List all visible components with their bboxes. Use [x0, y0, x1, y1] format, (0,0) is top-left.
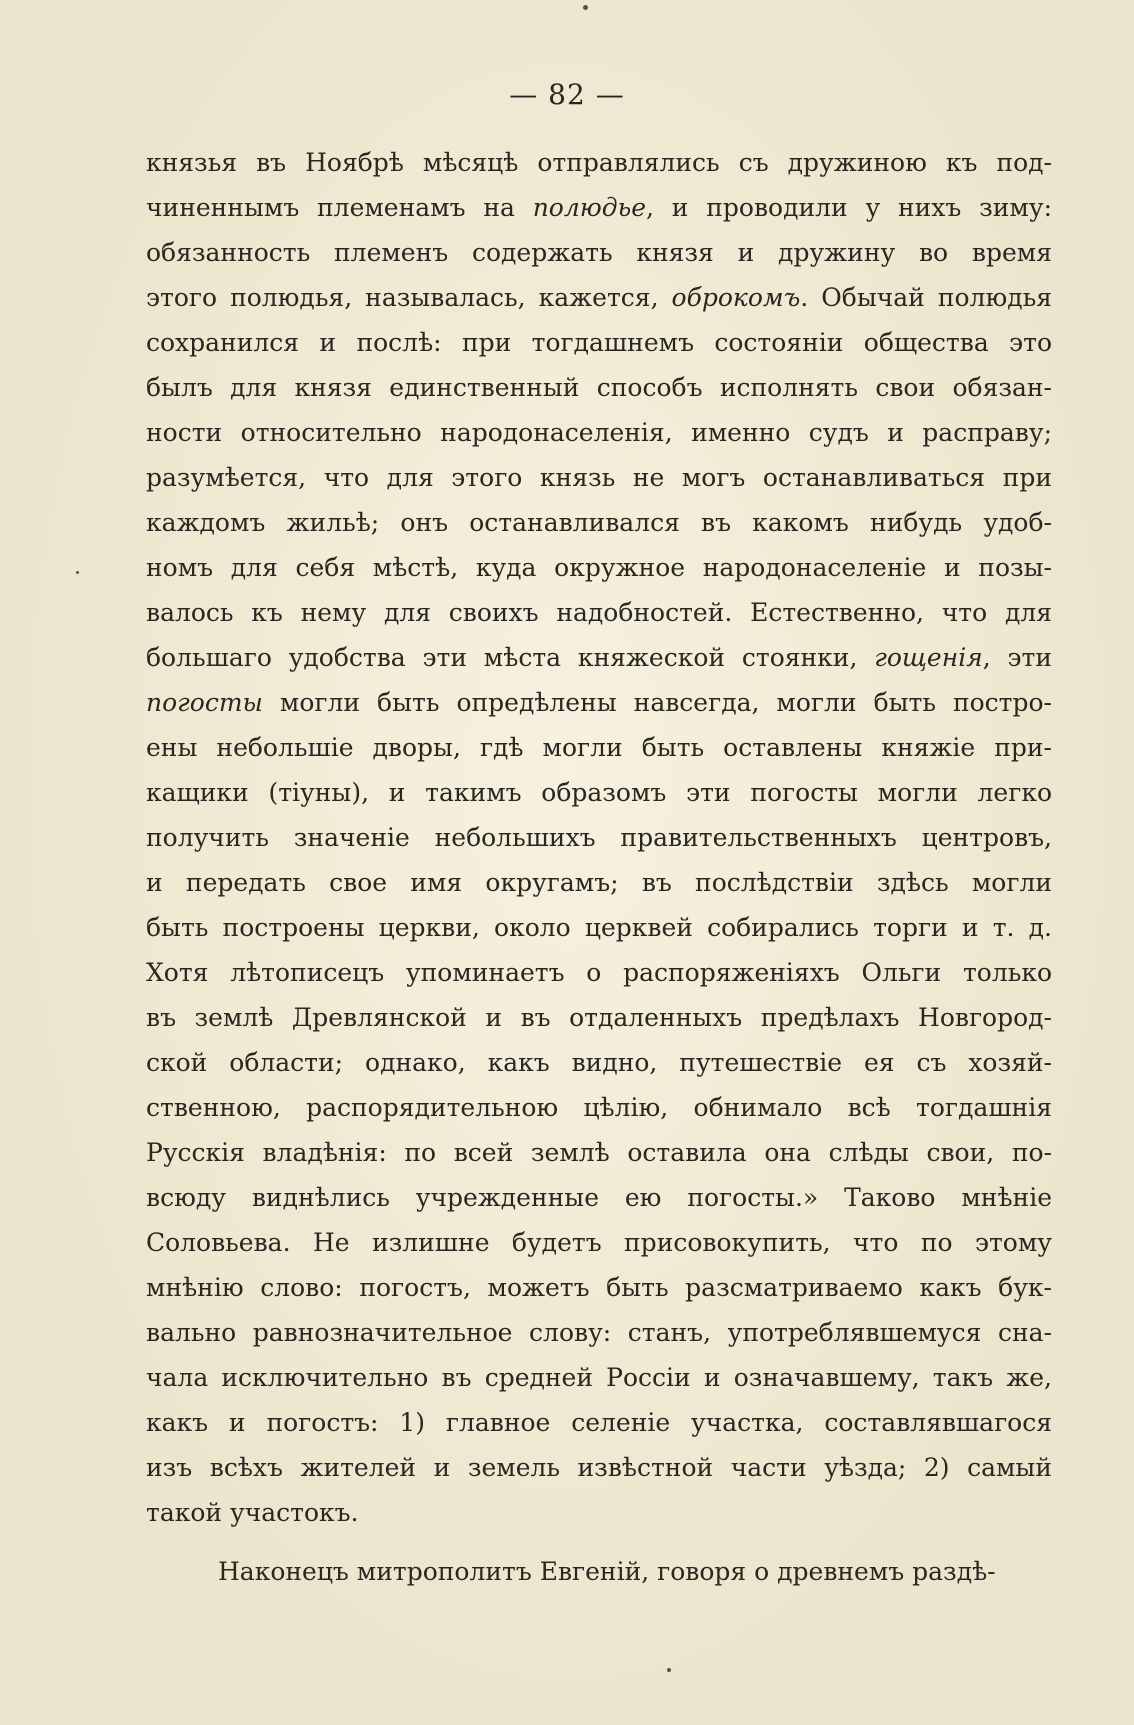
text-line [146, 950, 1052, 995]
text-run: Русскія владѣнія: по всей землѣ оставила она слѣды свои, по- [146, 1138, 1052, 1167]
text-run: большаго удобства эти мѣста княжеской стоянки, [146, 643, 875, 672]
italic-term: полюдье [532, 193, 647, 222]
italic-term: оброкомъ [671, 283, 801, 312]
ink-speck [583, 5, 588, 10]
text-line [146, 815, 1052, 860]
text-line [146, 185, 1052, 230]
text-run: получить значеніе небольшихъ правительственныхъ центровъ, [146, 823, 1052, 852]
italic-term: погосты [146, 688, 263, 717]
text-run: . Обычай полюдья [800, 283, 1052, 312]
text-line [146, 1445, 1052, 1490]
text-run: чиненнымъ племенамъ на [146, 193, 533, 222]
text-run: какъ и погостъ: 1) главное селеніе участка, составлявшагося [146, 1408, 1052, 1437]
italic-term: гощенія [874, 643, 983, 672]
text-line [146, 1220, 1052, 1265]
text-line [146, 275, 1052, 320]
text-run: ственною, распорядительною цѣлію, обнимало всѣ тогдашнія [146, 1093, 1052, 1122]
text-line [146, 320, 1052, 365]
text-run: быть построены церкви, около церквей собирались торги и т. д. [146, 913, 1052, 942]
text-run: вально равнозначительное слову: станъ, употреблявшемуся сна- [146, 1318, 1052, 1347]
text-run: Соловьева. Не излишне будетъ присовокупить, что по этому [146, 1228, 1052, 1257]
text-line [146, 1355, 1052, 1400]
text-line [146, 770, 1052, 815]
text-run: и передать свое имя округамъ; въ послѣдствіи здѣсь могли [146, 868, 1052, 897]
text-run: былъ для князя единственный способъ исполнять свои обязан- [146, 373, 1052, 402]
text-line [146, 410, 1052, 455]
text-line [146, 1400, 1052, 1445]
text-run: валось къ нему для своихъ надобностей. Естественно, что для [146, 598, 1052, 627]
text-run: ены небольшіе дворы, гдѣ могли быть оставлены княжіе при- [146, 733, 1052, 762]
text-line [146, 455, 1052, 500]
text-run: кащики (тіуны), и такимъ образомъ эти погосты могли легко [146, 778, 1052, 807]
ink-speck [667, 1668, 671, 1672]
text-run: князья въ Ноябрѣ мѣсяцѣ отправлялись съ дружиною къ под- [146, 148, 1052, 177]
text-run: , и проводили у нихъ зиму: [646, 193, 1052, 222]
text-run: , эти [982, 643, 1052, 672]
text-run: могли быть опредѣлены навсегда, могли быть постро- [262, 688, 1052, 717]
text-line [146, 860, 1052, 905]
text-run: ности относительно народонаселенія, именно судъ и расправу; [146, 418, 1052, 447]
text-line [146, 1265, 1052, 1310]
text-line [146, 995, 1052, 1040]
text-line [146, 500, 1052, 545]
text-line [146, 1490, 1052, 1535]
text-line [146, 590, 1052, 635]
text-run: каждомъ жильѣ; онъ останавливался въ какомъ нибудь удоб- [146, 508, 1052, 537]
text-run: всюду виднѣлись учрежденные ею погосты.» Таково мнѣніе [146, 1183, 1052, 1212]
text-line [146, 680, 1052, 725]
text-line [146, 1310, 1052, 1355]
text-run: чала исключительно въ средней Россіи и означавшему, такъ же, [146, 1363, 1052, 1392]
text-line [146, 1085, 1052, 1130]
text-line [146, 1130, 1052, 1175]
text-run: этого полюдья, называлась, кажется, [146, 283, 672, 312]
text-line [146, 230, 1052, 275]
ink-speck [76, 571, 79, 574]
text-run: разумѣется, что для этого князь не могъ останавливаться при [146, 463, 1052, 492]
text-line [146, 1549, 1052, 1594]
text-line [146, 905, 1052, 950]
text-run: обязанность племенъ содержать князя и дружину во время [146, 238, 1052, 267]
body-text [146, 140, 1052, 1594]
text-run: изъ всѣхъ жителей и земель извѣстной части уѣзда; 2) самый [146, 1453, 1052, 1482]
text-run: ской области; однако, какъ видно, путешествіе ея съ хозяй- [146, 1048, 1052, 1077]
text-line [146, 545, 1052, 590]
text-line [146, 140, 1052, 185]
text-line [146, 1040, 1052, 1085]
text-line [146, 1175, 1052, 1220]
text-run: сохранился и послѣ: при тогдашнемъ состояніи общества это [146, 328, 1052, 357]
page-number: — 82 — [509, 78, 625, 111]
text-line [146, 635, 1052, 680]
text-run: мнѣнію слово: погостъ, можетъ быть разсматриваемо какъ бук- [146, 1273, 1052, 1302]
text-run: въ землѣ Древлянской и въ отдаленныхъ предѣлахъ Новгород- [146, 1003, 1052, 1032]
text-run: Наконецъ митрополитъ Евгеній, говоря о древнемъ раздѣ- [218, 1557, 996, 1586]
text-run: Хотя лѣтописецъ упоминаетъ о распоряженіяхъ Ольги только [146, 958, 1052, 987]
text-run: номъ для себя мѣстѣ, куда окружное народонаселеніе и позы- [146, 553, 1052, 582]
text-line [146, 365, 1052, 410]
text-run: такой участокъ. [146, 1498, 359, 1527]
text-line [146, 725, 1052, 770]
